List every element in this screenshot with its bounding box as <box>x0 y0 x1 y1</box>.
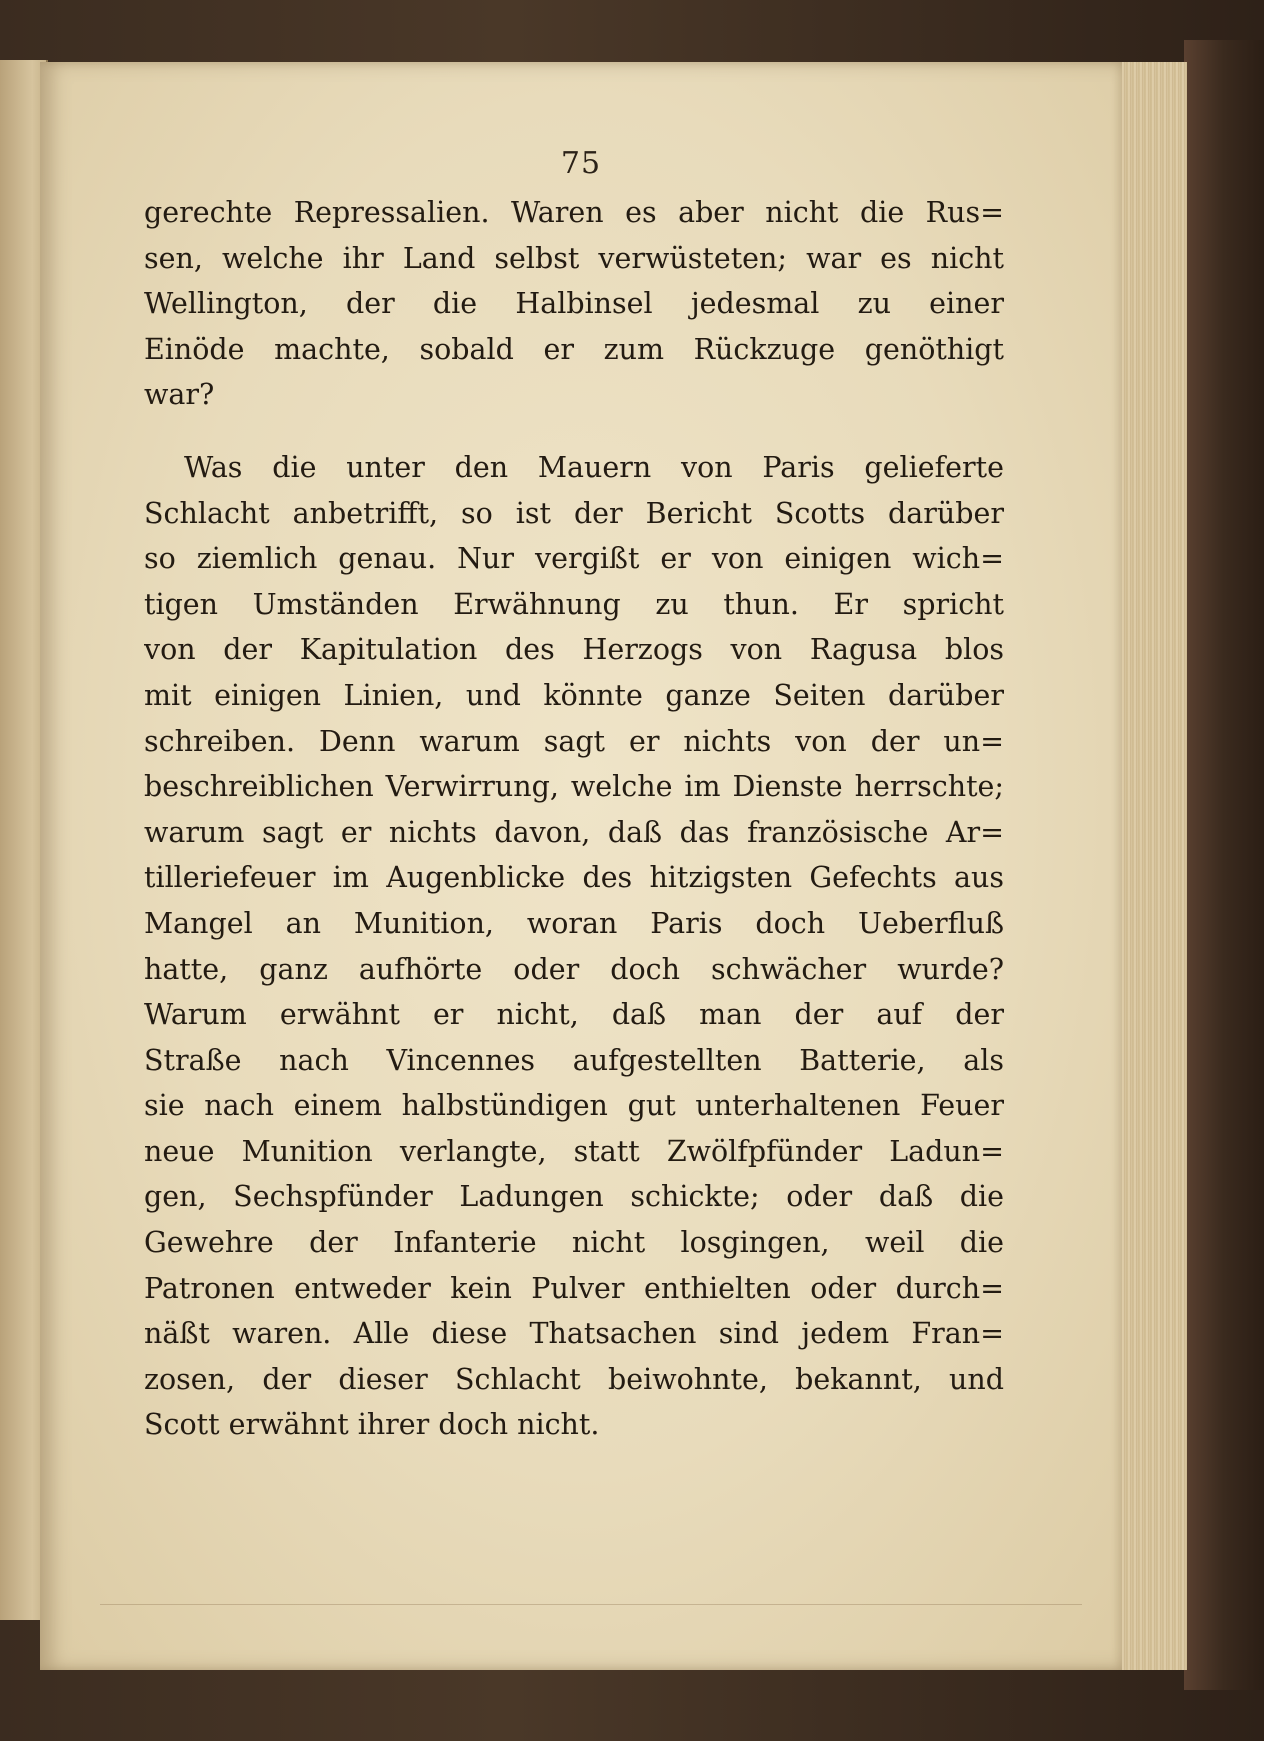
text-line: zosen, der dieser Schlacht beiwohnte, bekannt, und <box>144 1362 1004 1396</box>
text-line: sen, welche ihr Land selbst verwüsteten; war es nicht <box>144 241 1004 275</box>
text-line: war? <box>144 378 215 412</box>
page-bottom-crease <box>100 1604 1082 1605</box>
paragraph-1 <box>144 190 1004 418</box>
text-line: Schlacht anbetrifft, so ist der Bericht Scotts darüber <box>144 496 1004 530</box>
text-line: tigen Umständen Erwähnung zu thun. Er spricht <box>144 587 1004 621</box>
text-line: hatte, ganz aufhörte oder doch schwächer wurde? <box>144 952 1004 986</box>
text-line: sie nach einem halbstündigen gut unterhaltenen Feuer <box>144 1089 1004 1123</box>
text-line: Patronen entweder kein Pulver enthielten oder durch= <box>144 1271 1004 1305</box>
page-text <box>144 190 1004 1448</box>
text-line: beschreiblichen Verwirrung, welche im Dienste herrschte; <box>144 770 1004 804</box>
text-line: Was die unter den Mauern von Paris gelieferte <box>184 450 1004 484</box>
paragraph-gap <box>144 418 1004 445</box>
text-line: Wellington, der die Halbinsel jedesmal zu einer <box>144 287 1004 321</box>
text-line: Gewehre der Infanterie nicht losgingen, weil die <box>144 1226 1004 1260</box>
text-line: tilleriefeuer im Augenblicke des hitzigsten Gefechts aus <box>144 861 1004 895</box>
page-number: 75 <box>560 146 602 181</box>
text-line: so ziemlich genau. Nur vergißt er von einigen wich= <box>144 542 1004 576</box>
text-line: näßt waren. Alle diese Thatsachen sind jedem Fran= <box>144 1317 1004 1351</box>
text-line: Straße nach Vincennes aufgestellten Batterie, als <box>144 1043 1004 1077</box>
text-line: Einöde machte, sobald er zum Rückzuge genöthigt <box>144 332 1004 366</box>
text-line: mit einigen Linien, und könnte ganze Seiten darüber <box>144 678 1004 712</box>
text-line: Mangel an Munition, woran Paris doch Ueberfluß <box>144 906 1004 940</box>
text-line: warum sagt er nichts davon, daß das französische Ar= <box>144 815 1004 849</box>
page-block-edges <box>1118 62 1187 1670</box>
paragraph-2 <box>144 445 1004 1448</box>
text-line: gerechte Repressalien. Waren es aber nicht die Rus= <box>144 196 1004 229</box>
book-page <box>40 62 1122 1670</box>
text-line: von der Kapitulation des Herzogs von Ragusa blos <box>144 633 1004 667</box>
text-line: Warum erwähnt er nicht, daß man der auf der <box>144 998 1004 1032</box>
text-line: Scott erwähnt ihrer doch nicht. <box>144 1408 600 1442</box>
text-line: gen, Sechspfünder Ladungen schickte; oder daß die <box>144 1180 1004 1214</box>
text-line: neue Munition verlangte, statt Zwölfpfünder Ladun= <box>144 1134 1004 1168</box>
text-line: schreiben. Denn warum sagt er nichts von der un= <box>144 724 1004 758</box>
book-cover-edge <box>1184 40 1264 1690</box>
